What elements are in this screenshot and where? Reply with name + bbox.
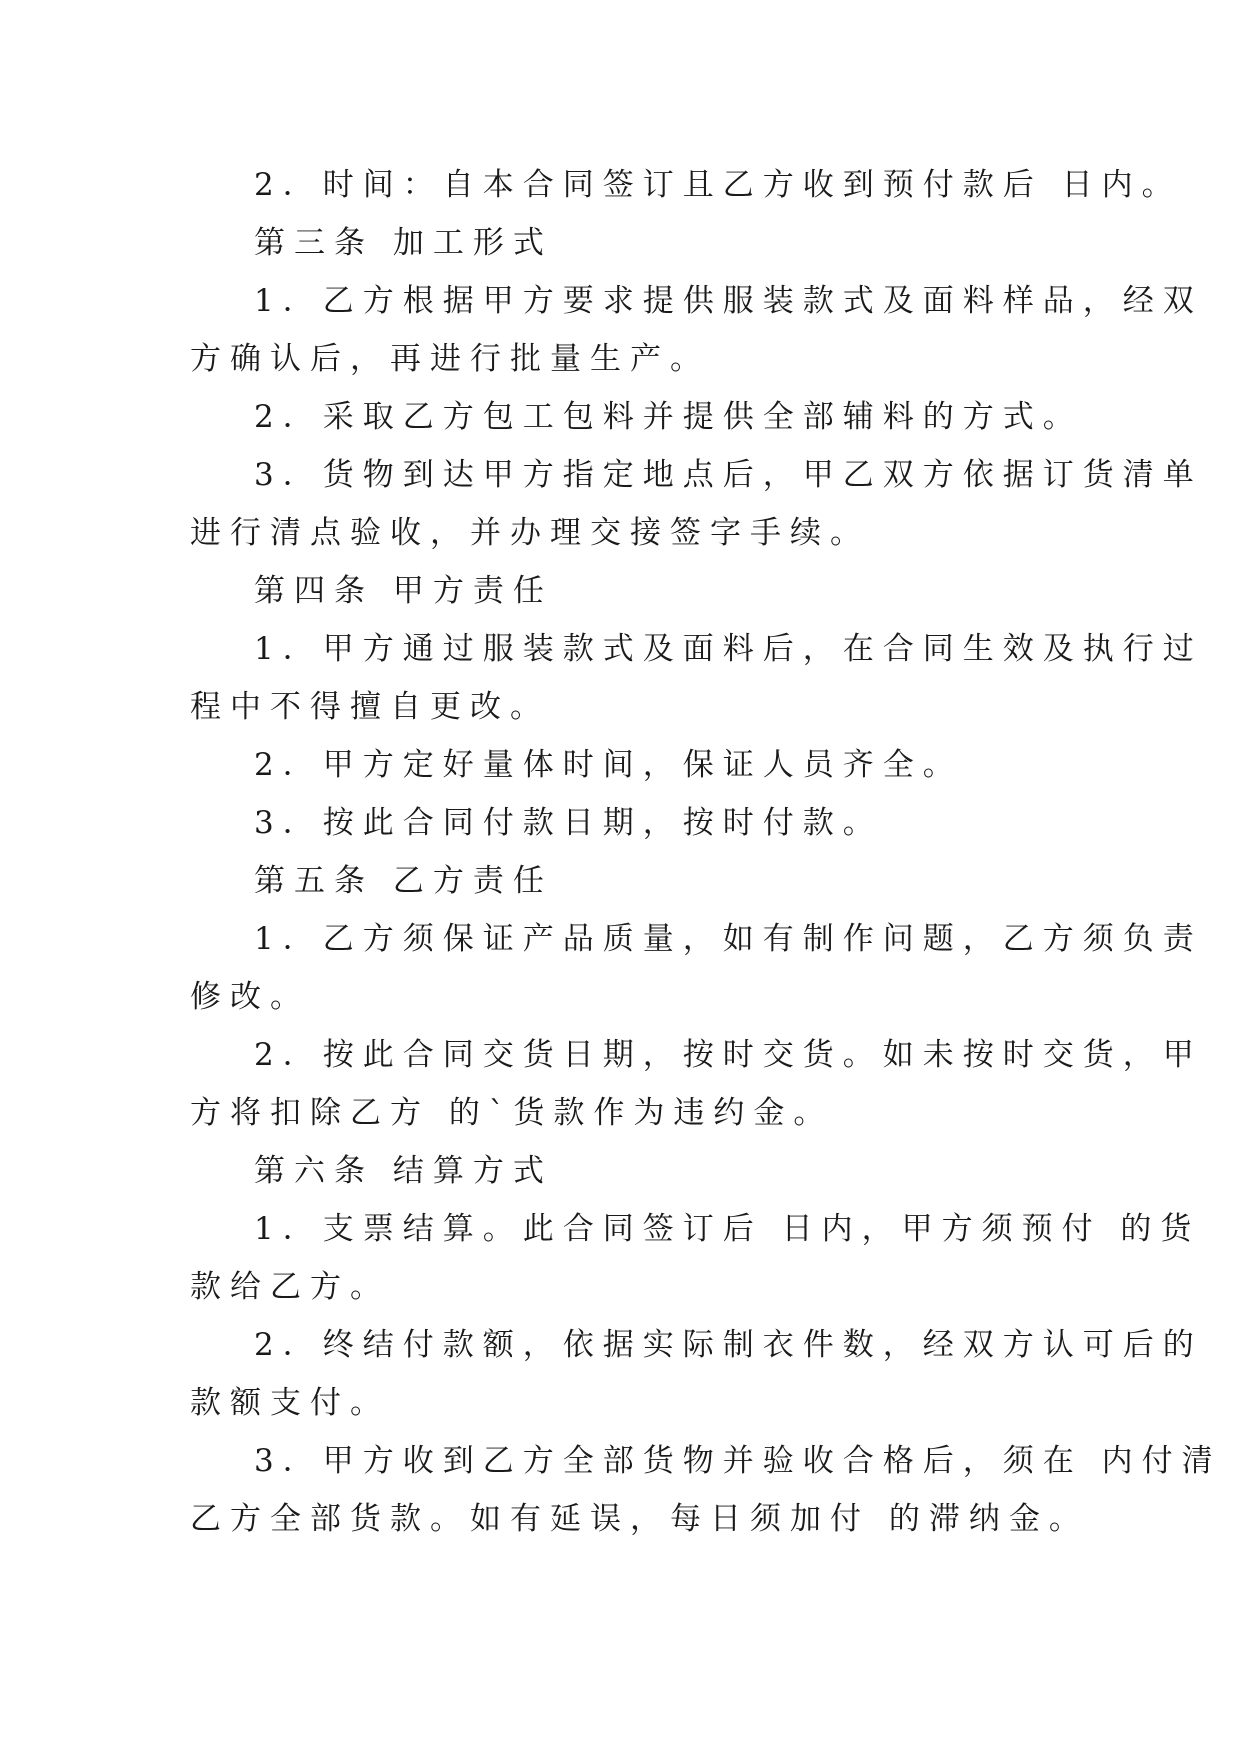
paragraph-line: 3．甲方收到乙方全部货物并验收合格后，须在 内付清 [254, 1443, 1222, 1479]
paragraph-line: 2．按此合同交货日期，按时交货。如未按时交货，甲 [254, 1037, 1203, 1073]
paragraph-line: 2．终结付款额，依据实际制衣件数，经双方认可后的 [254, 1327, 1203, 1363]
paragraph-line: 1．甲方通过服装款式及面料后，在合同生效及执行过 [254, 631, 1203, 667]
paragraph-line: 3．按此合同付款日期，按时付款。 [254, 805, 883, 841]
section-heading: 第三条 加工形式 [254, 225, 553, 261]
paragraph-line: 程中不得擅自更改。 [190, 689, 550, 725]
paragraph-line: 2．甲方定好量体时间，保证人员齐全。 [254, 747, 963, 783]
paragraph-line: 1．乙方须保证产品质量，如有制作问题，乙方须负责 [254, 921, 1203, 957]
paragraph-line: 2．采取乙方包工包料并提供全部辅料的方式。 [254, 399, 1083, 435]
paragraph-line: 方将扣除乙方 的`货款作为违约金。 [190, 1095, 834, 1131]
paragraph-line: 2．时间：自本合同签订且乙方收到预付款后 日内。 [254, 167, 1182, 203]
section-heading: 第六条 结算方式 [254, 1153, 553, 1189]
paragraph-line: 进行清点验收，并办理交接签字手续。 [190, 515, 870, 551]
section-heading: 第四条 甲方责任 [254, 573, 553, 609]
paragraph-line: 修改。 [190, 979, 310, 1015]
paragraph-line: 乙方全部货款。如有延误，每日须加付 的滞纳金。 [190, 1501, 1089, 1537]
paragraph-line: 1．乙方根据甲方要求提供服装款式及面料样品，经双 [254, 283, 1203, 319]
paragraph-line: 款额支付。 [190, 1385, 390, 1421]
paragraph-line: 3．货物到达甲方指定地点后，甲乙双方依据订货清单 [254, 457, 1203, 493]
paragraph-line: 方确认后，再进行批量生产。 [190, 341, 710, 377]
section-heading: 第五条 乙方责任 [254, 863, 553, 899]
paragraph-line: 1．支票结算。此合同签订后 日内，甲方须预付 的货 [254, 1211, 1201, 1247]
paragraph-line: 款给乙方。 [190, 1269, 390, 1305]
